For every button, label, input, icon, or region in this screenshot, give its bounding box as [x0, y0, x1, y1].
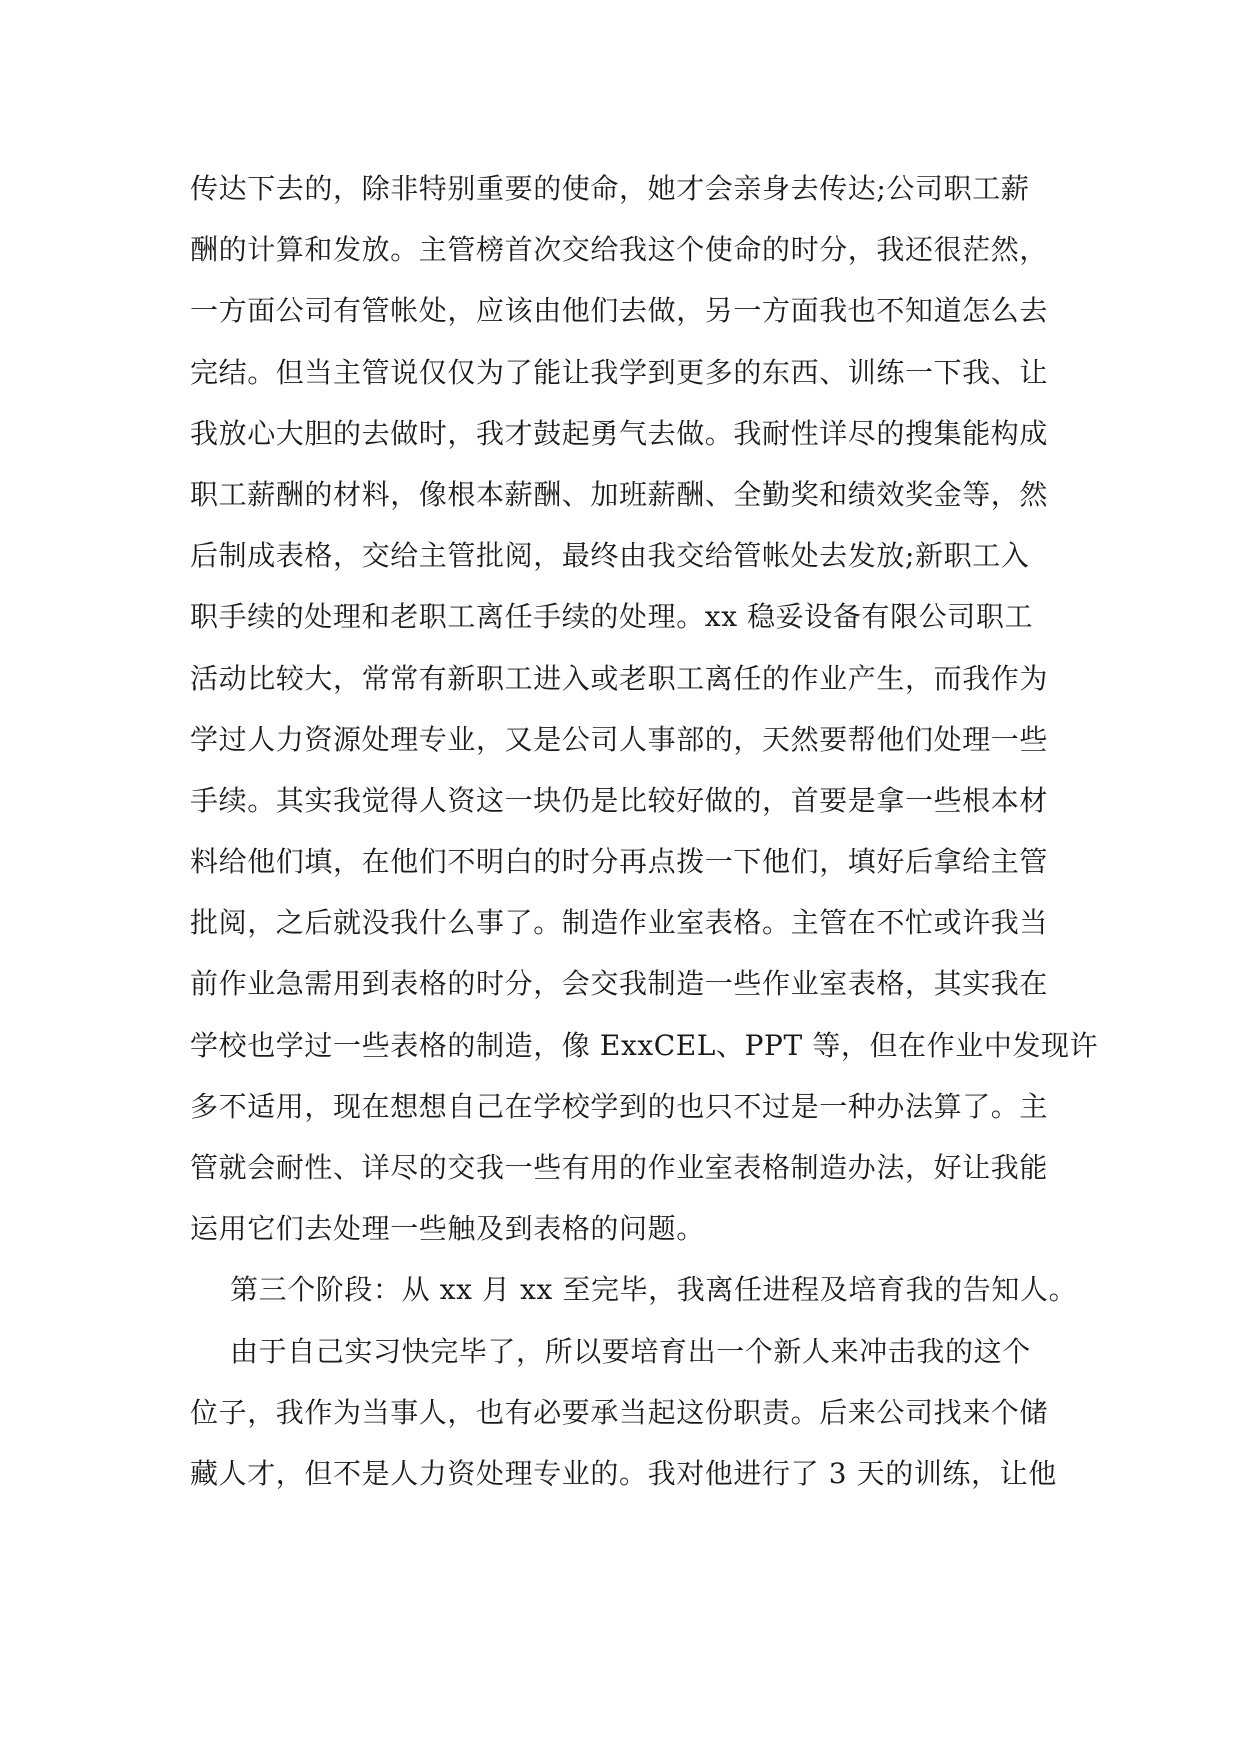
text-line: 运用它们去处理一些触及到表格的问题。	[190, 1212, 705, 1246]
text-line: 活动比较大，常常有新职工进入或老职工离任的作业产生，而我作为	[190, 661, 1049, 695]
body-text	[190, 158, 1099, 1504]
text-line: 我放心大胆的去做时，我才鼓起勇气去做。我耐性详尽的搜集能构成	[190, 416, 1049, 450]
section-heading-line: 第三个阶段：从 xx 月 xx 至完毕，我离任进程及培育我的告知人。	[230, 1273, 1078, 1307]
text-line: 手续。其实我觉得人资这一块仍是比较好做的，首要是拿一些根本材	[190, 783, 1049, 817]
text-line: 藏人才，但不是人力资处理专业的。我对他进行了 3 天的训练，让他	[190, 1456, 1057, 1490]
text-line: 学过人力资源处理专业，又是公司人事部的，天然要帮他们处理一些	[190, 722, 1049, 756]
text-line: 多不适用，现在想想自己在学校学到的也只不过是一种办法算了。主	[190, 1089, 1049, 1123]
text-line: 批阅，之后就没我什么事了。制造作业室表格。主管在不忙或许我当	[190, 906, 1049, 940]
text-line: 料给他们填，在他们不明白的时分再点拨一下他们，填好后拿给主管	[190, 845, 1049, 879]
text-line: 后制成表格，交给主管批阅，最终由我交给管帐处去发放;新职工入	[190, 539, 1030, 573]
text-line: 完结。但当主管说仅仅为了能让我学到更多的东西、训练一下我、让	[190, 355, 1049, 389]
text-line: 职工薪酬的材料，像根本薪酬、加班薪酬、全勤奖和绩效奖金等，然	[190, 477, 1049, 511]
text-line: 位子，我作为当事人，也有必要承当起这份职责。后来公司找来个储	[190, 1395, 1049, 1429]
text-line: 一方面公司有管帐处，应该由他们去做，另一方面我也不知道怎么去	[190, 294, 1049, 328]
text-line: 酬的计算和发放。主管榜首次交给我这个使命的时分，我还很茫然，	[190, 233, 1049, 267]
text-line: 管就会耐性、详尽的交我一些有用的作业室表格制造办法，好让我能	[190, 1151, 1049, 1184]
text-line: 职手续的处理和老职工离任手续的处理。xx 稳妥设备有限公司职工	[190, 600, 1034, 634]
text-line: 传达下去的，除非特别重要的使命，她才会亲身去传达;公司职工薪	[190, 172, 1030, 205]
text-line: 前作业急需用到表格的时分，会交我制造一些作业室表格，其实我在	[190, 967, 1049, 1001]
paragraph-start-line: 由于自己实习快完毕了，所以要培育出一个新人来冲击我的这个	[230, 1334, 1031, 1368]
text-line: 学校也学过一些表格的制造，像 ExxCEL、PPT 等，但在作业中发现许	[190, 1028, 1099, 1062]
